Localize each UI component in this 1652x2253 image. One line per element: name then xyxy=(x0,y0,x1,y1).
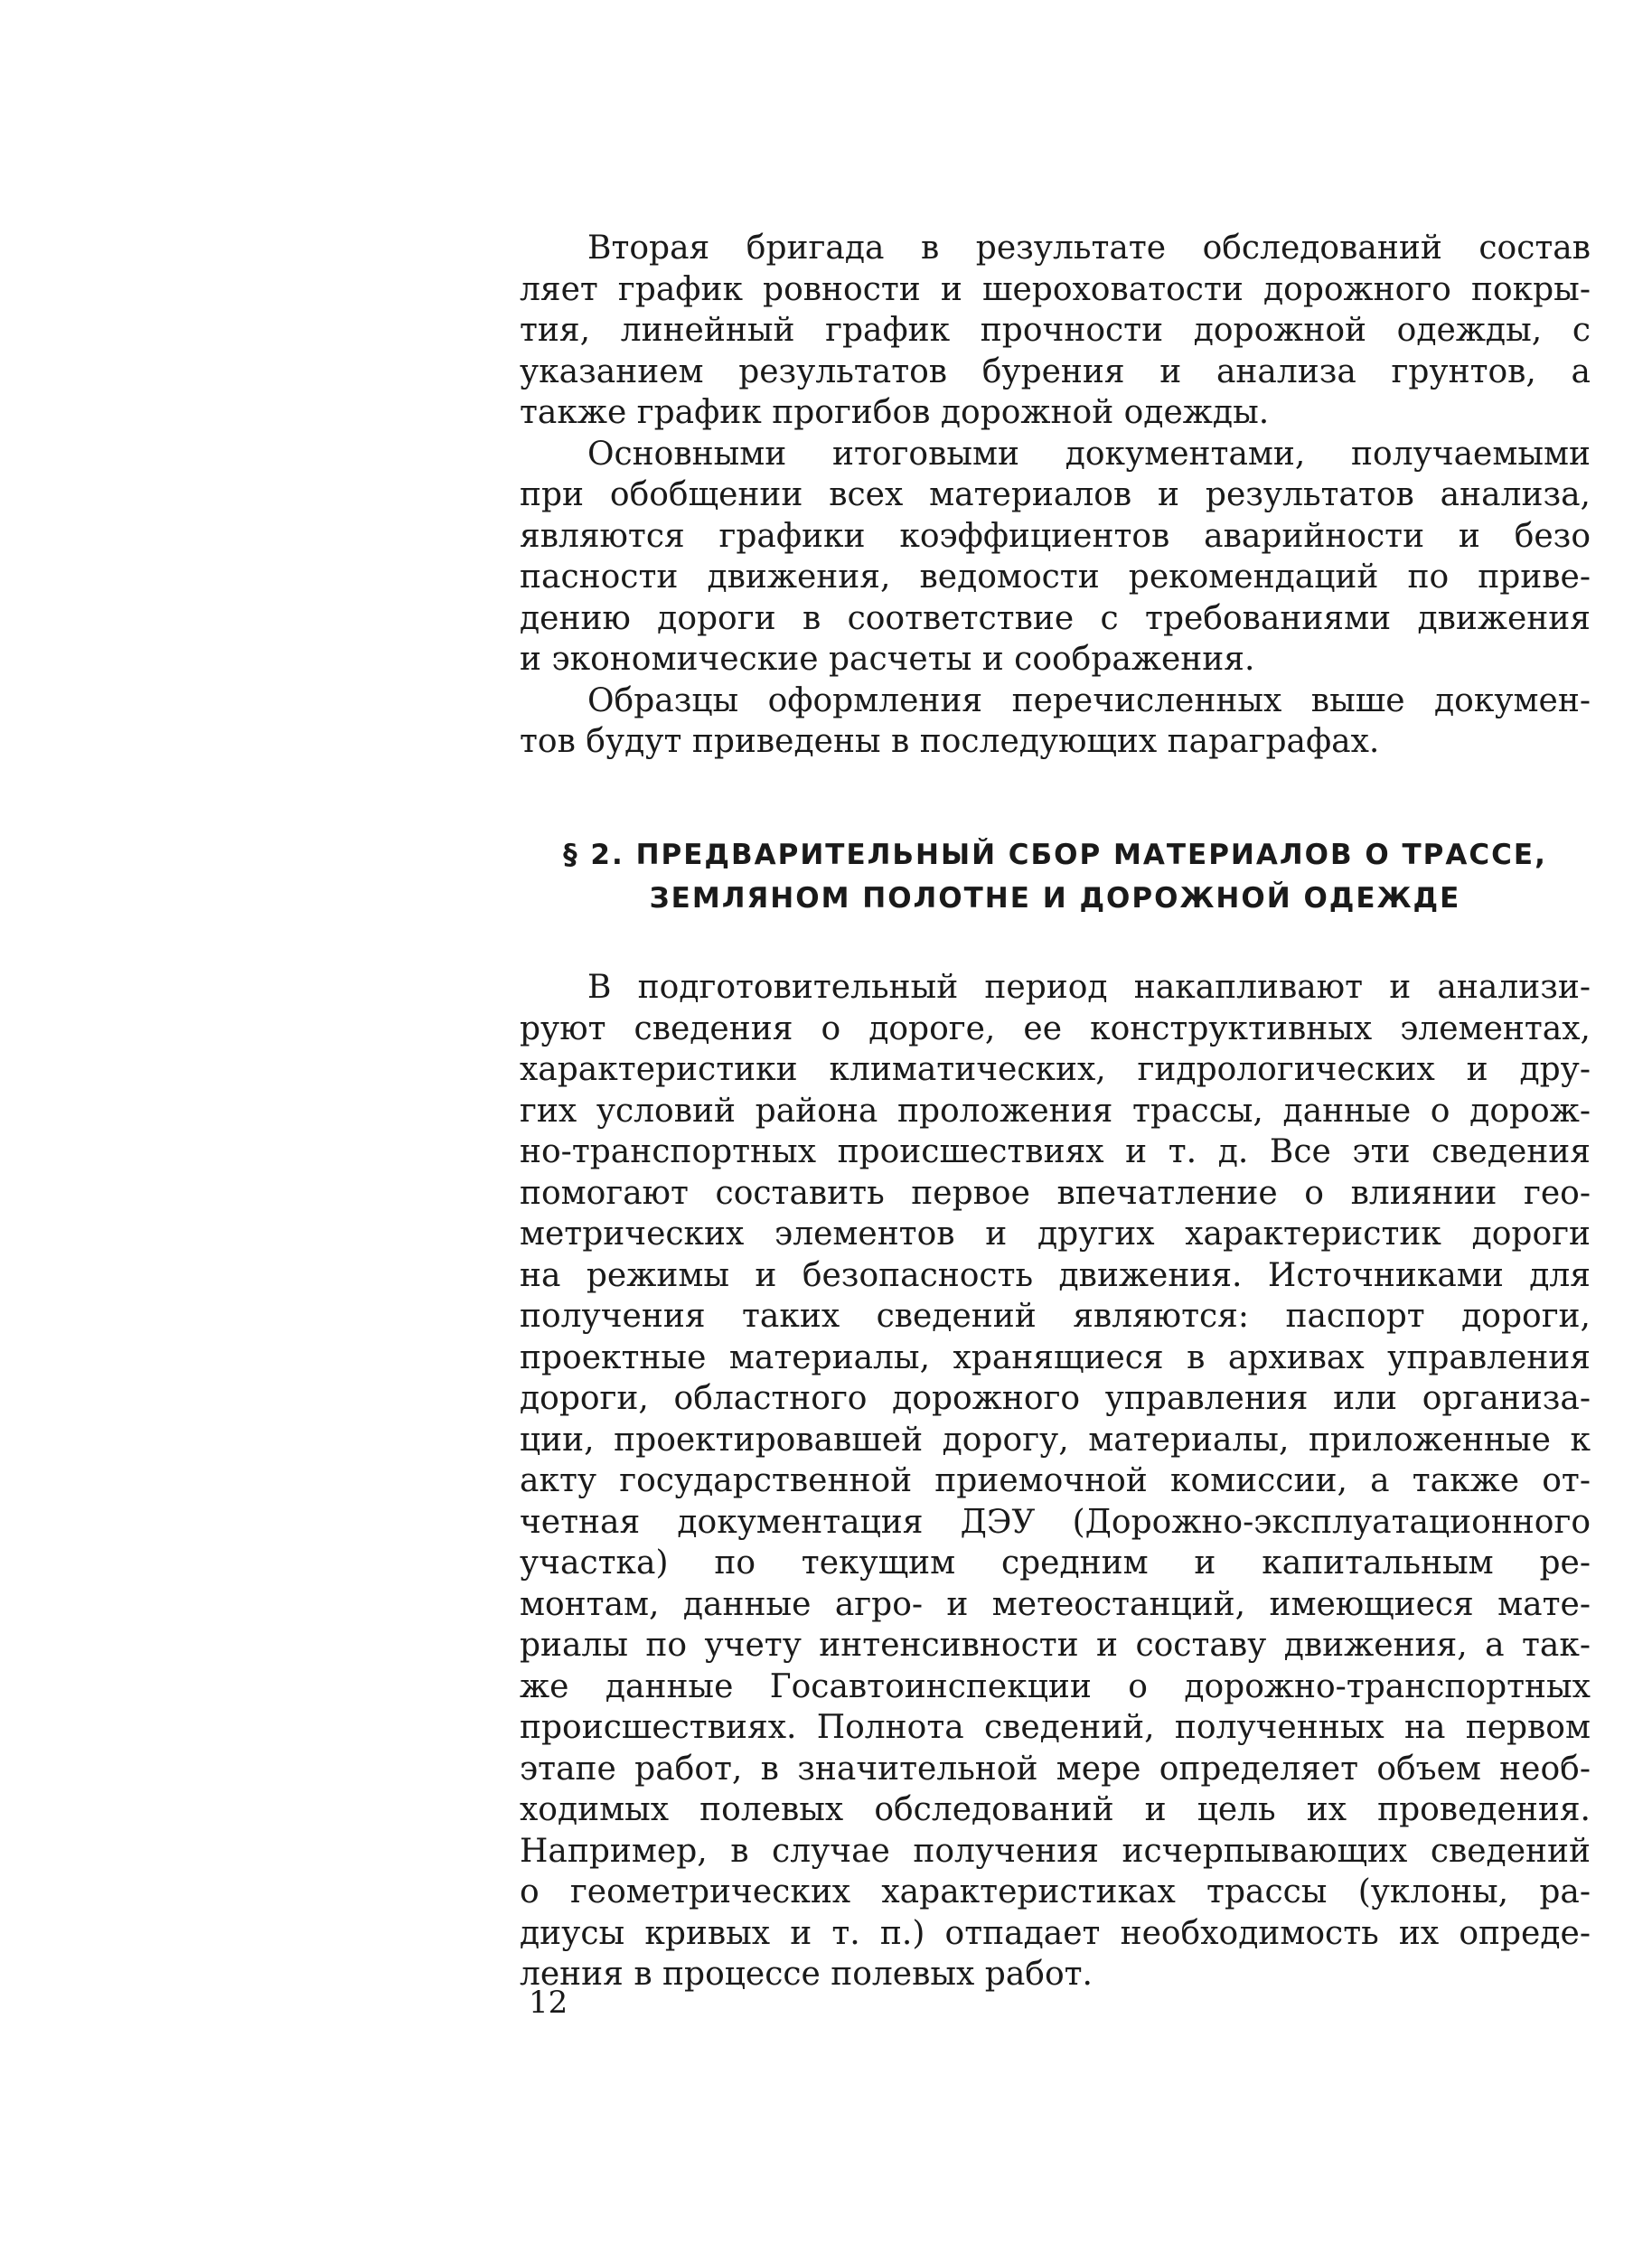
text-line: и экономические расчеты и соображения. xyxy=(520,641,1255,678)
text-line: диусы кривых и т. п.) отпадает необходимость их опреде- xyxy=(520,1914,1591,1952)
text-line: монтам, данные агро- и метеостанций, имеющиеся мате- xyxy=(520,1585,1591,1623)
text-line: Например, в случае получения исчерпывающих сведений xyxy=(520,1832,1591,1870)
text-line: дороги, областного дорожного управления или организа- xyxy=(520,1380,1591,1417)
text-line: помогают составить первое впечатление о влиянии гео- xyxy=(520,1174,1591,1212)
text-line: на режимы и безопасность движения. Источниками для xyxy=(520,1256,1591,1294)
text-line: Основными итоговыми документами, получаемыми xyxy=(587,435,1591,473)
text-line: пасности движения, ведомости рекомендаций по приве- xyxy=(520,559,1591,596)
text-line: характеристики климатических, гидрологических и дру- xyxy=(520,1051,1591,1088)
text-line: дению дороги в соответствие с требованиями движения xyxy=(520,599,1591,637)
text-line: проектные материалы, хранящиеся в архивах управления xyxy=(520,1338,1591,1376)
intro-text-block xyxy=(520,228,1591,763)
text-line: ции, проектировавшей дорогу, материалы, приложенные к xyxy=(520,1421,1591,1459)
text-line: указанием результатов бурения и анализа грунтов, а xyxy=(520,352,1591,390)
text-line: тия, линейный график прочности дорожной одежды, с xyxy=(520,312,1591,349)
page-number: 12 xyxy=(529,1985,568,2021)
text-line: ходимых полевых обследований и цель их проведения. xyxy=(520,1791,1591,1828)
text-line: метрических элементов и других характеристик дороги xyxy=(520,1216,1591,1253)
main-text-block xyxy=(520,967,1591,1995)
text-line: четная документация ДЭУ (Дорожно-эксплуатационного xyxy=(520,1503,1591,1541)
section-heading-line-1: § 2. ПРЕДВАРИТЕЛЬНЫЙ СБОР МАТЕРИАЛОВ О ТРАССЕ, xyxy=(563,839,1547,871)
section-heading xyxy=(520,833,1591,920)
text-line: В подготовительный период накапливают и анализи- xyxy=(587,969,1591,1006)
text-line: получения таких сведений являются: паспорт дороги, xyxy=(520,1298,1591,1335)
text-line: акту государственной приемочной комиссии, а также от- xyxy=(520,1462,1591,1499)
paragraph-preparatory-period xyxy=(520,967,1591,1995)
text-line: но-транспортных происшествиях и т. д. Все эти сведения xyxy=(520,1133,1591,1170)
text-line: риалы по учету интенсивности и составу движения, а так- xyxy=(520,1627,1591,1664)
text-line: Вторая бригада в результате обследований состав xyxy=(587,230,1591,267)
text-line: ляет график ровности и шероховатости дорожного покры- xyxy=(520,270,1591,308)
text-line: о геометрических характеристиках трассы (уклоны, ра- xyxy=(520,1873,1591,1910)
text-line: Образцы оформления перечисленных выше докумен- xyxy=(587,681,1591,719)
text-line: при обобщении всех материалов и результатов анализа, xyxy=(520,476,1591,513)
text-line: происшествиях. Полнота сведений, полученных на первом xyxy=(520,1709,1591,1746)
paragraph-document-samples xyxy=(520,681,1591,763)
paragraph-brigade-results xyxy=(520,228,1591,434)
text-line: же данные Госавтоинспекции о дорожно-транспортных xyxy=(520,1667,1591,1705)
text-line: также график прогибов дорожной одежды. xyxy=(520,394,1270,431)
paragraph-final-documents xyxy=(520,434,1591,681)
text-line: гих условий района проложения трассы, данные о дорож- xyxy=(520,1092,1591,1130)
text-line: участка) по текущим средним и капитальным ре- xyxy=(520,1544,1591,1582)
text-line: тов будут приведены в последующих параграфах. xyxy=(520,723,1380,760)
section-heading-line-2: ЗЕМЛЯНОМ ПОЛОТНЕ И ДОРОЖНОЙ ОДЕЖДЕ xyxy=(649,882,1461,915)
text-line: руют сведения о дороге, ее конструктивных элементах, xyxy=(520,1009,1591,1047)
text-line: являются графики коэффициентов аварийности и безо xyxy=(520,517,1591,555)
text-line: этапе работ, в значительной мере определяет объем необ- xyxy=(520,1750,1591,1788)
text-line: ления в процессе полевых работ. xyxy=(520,1956,1093,1993)
